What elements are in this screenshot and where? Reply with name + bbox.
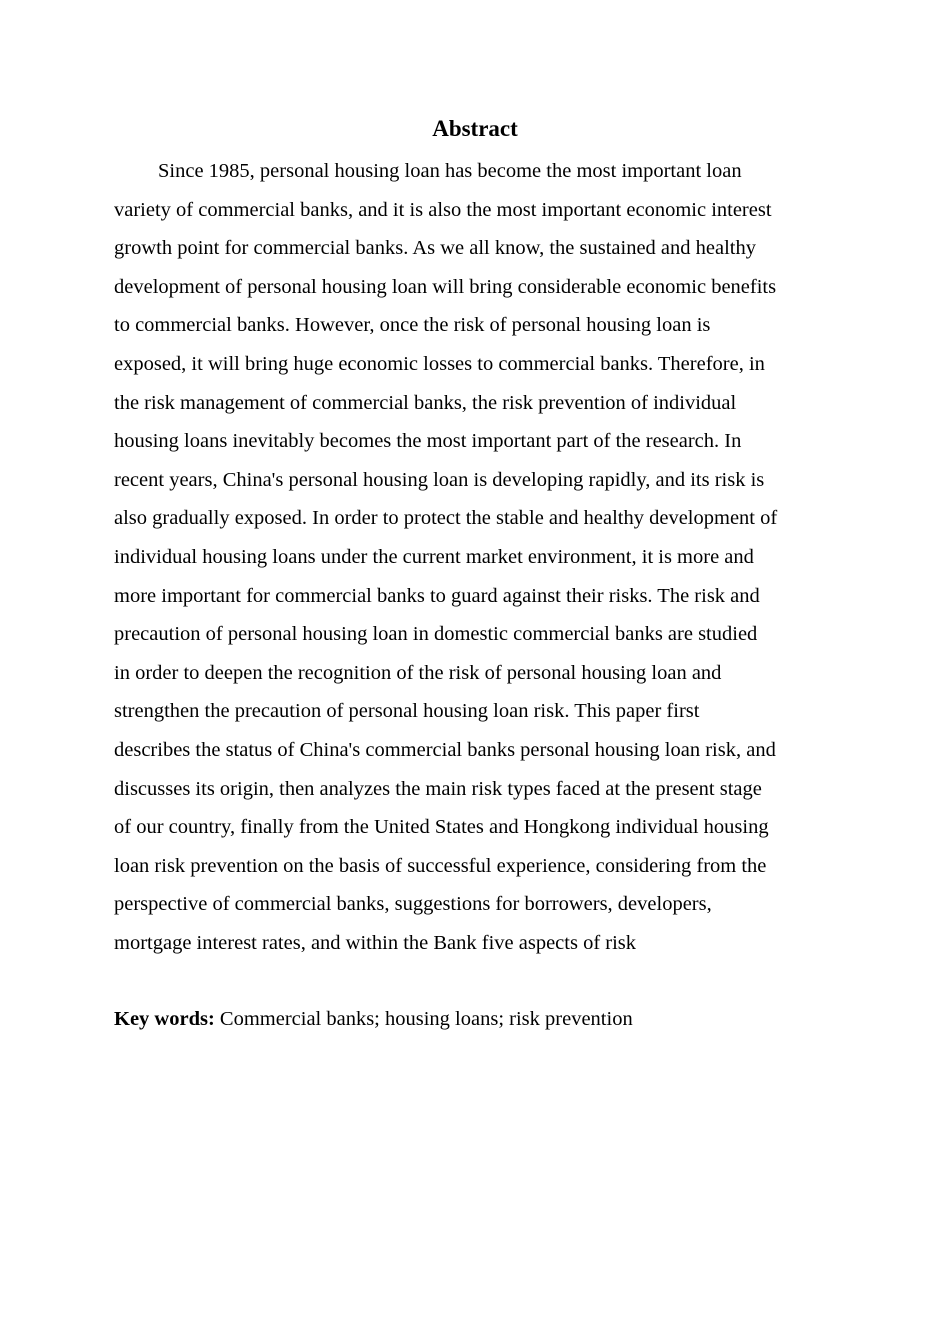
abstract-line: perspective of commercial banks, suggestions for borrowers, developers, bbox=[114, 893, 712, 916]
abstract-line: housing loans inevitably becomes the most important part of the research. In bbox=[114, 430, 742, 453]
abstract-line: Since 1985, personal housing loan has become the most important loan bbox=[158, 160, 742, 182]
abstract-line: variety of commercial banks, and it is also the most important economic interest bbox=[114, 198, 772, 221]
abstract-paragraph bbox=[114, 152, 838, 962]
abstract-line: more important for commercial banks to guard against their risks. The risk and bbox=[114, 584, 760, 607]
abstract-line: growth point for commercial banks. As we all know, the sustained and healthy bbox=[114, 237, 756, 260]
abstract-line: discusses its origin, then analyzes the main risk types faced at the present stage bbox=[114, 777, 762, 800]
abstract-line: in order to deepen the recognition of the risk of personal housing loan and bbox=[114, 661, 722, 684]
abstract-line: exposed, it will bring huge economic losses to commercial banks. Therefore, in bbox=[114, 352, 765, 375]
abstract-line: development of personal housing loan will bring considerable economic benefits bbox=[114, 275, 777, 298]
keywords-line bbox=[114, 1000, 838, 1038]
abstract-line: precaution of personal housing loan in domestic commercial banks are studied bbox=[114, 623, 758, 646]
abstract-line: of our country, finally from the United States and Hongkong individual housing bbox=[114, 816, 769, 839]
abstract-line: the risk management of commercial banks, the risk prevention of individual bbox=[114, 391, 737, 414]
abstract-line: strengthen the precaution of personal housing loan risk. This paper first bbox=[114, 700, 700, 723]
abstract-line: describes the status of China's commercial banks personal housing loan risk, and bbox=[114, 738, 776, 761]
abstract-line: recent years, China's personal housing loan is developing rapidly, and its risk is bbox=[114, 468, 765, 491]
abstract-line: loan risk prevention on the basis of successful experience, considering from the bbox=[114, 854, 767, 877]
abstract-line: mortgage interest rates, and within the Bank five aspects of risk bbox=[114, 931, 637, 954]
abstract-line: individual housing loans under the current market environment, it is more and bbox=[114, 545, 754, 568]
abstract-title: Abstract bbox=[432, 116, 518, 141]
keywords-text: Commercial banks; housing loans; risk prevention bbox=[219, 1008, 633, 1030]
abstract-line: also gradually exposed. In order to protect the stable and healthy development of bbox=[114, 507, 778, 530]
abstract-line: to commercial banks. However, once the risk of personal housing loan is bbox=[114, 314, 711, 337]
keywords-label: Key words: bbox=[114, 1008, 215, 1030]
